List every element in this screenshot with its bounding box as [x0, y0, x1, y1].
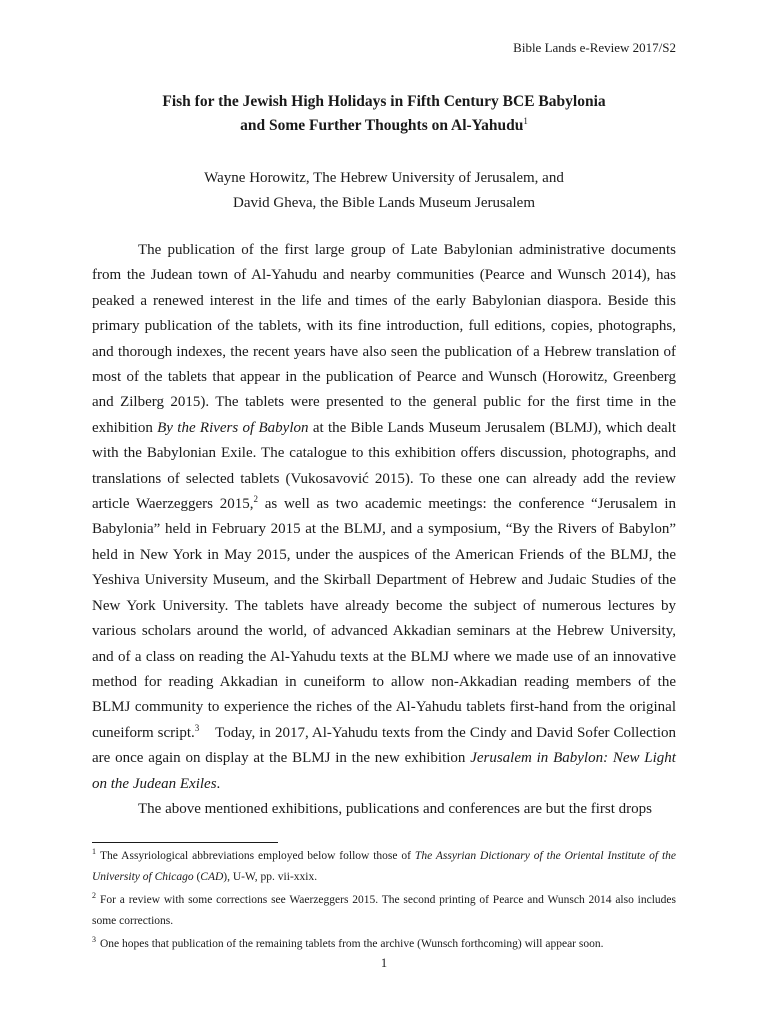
author-block	[92, 166, 676, 216]
footnote-1-text: (	[193, 871, 201, 883]
paragraph-1-segment: The publication of the first large group of Late Babylonian administrative documents from the Judean town of Al-Yahudu and nearby communities (Pearce and Wunsch 2014), has peaked a renewed interest in the life and times of the early Babylonian diaspora. Beside this primary publication of the tablets, with its fine introduction, full editions, copies, photographs, and thorough indexes, the recent years have also seen the publication of a Hebrew translation of most of the tablets that appear in the publication of Pearce and Wunsch (Horowitz, Greenberg and Zilberg 2015). The tablets were presented to the general public for the first time in the exhibition	[92, 242, 676, 436]
footnote-1-cad-title: The Assyrian Dictionary of the Oriental Institute of the University of Chicago	[92, 850, 676, 883]
exhibition-title-jerusalem: Jerusalem in Babylon: New Light on the Judean Exiles	[92, 750, 676, 792]
article-title	[92, 90, 676, 138]
paragraph-1-segment: .	[216, 775, 221, 792]
footnote-1-text: The Assyriological abbreviations employed below follow those of	[100, 850, 415, 862]
footnote-2	[92, 890, 676, 932]
paragraph-1	[92, 238, 680, 797]
footnote-3-text: One hopes that publication of the remaining tablets from the archive (Wunsch forthcoming) will appear soon.	[100, 938, 604, 950]
paragraph-1-segment: as well as two academic meetings: the conference “Jerusalem in Babylonia” held in February 2015 at the BLMJ, and a symposium, “By the Rivers of Babylon” held in New York in May 2015, under the auspices of the American Friends of the BLMJ, the Yeshiva University Museum, and the Skirball Department of Hebrew and Judaic Studies of the New York University. The tablets have already become the subject of numerous lectures by various scholars around the world, of advanced Akkadian seminars at the Hebrew University, and of a class on reading the Al-Yahudu texts at the BLMJ where we made use of an innovative method for reading Akkadian in cuneiform to allow non-Akkadian reading members of the BLMJ community to experience the riches of the Al-Yahudu tablets first-hand from the original cuneiform script.	[92, 496, 676, 741]
footnote-ref-2[interactable]: 2	[253, 494, 258, 505]
paragraph-1-segment: Today, in 2017, Al-Yahudu texts from the Cindy and David Sofer Collection are once again on display at the BLMJ in the new exhibition	[92, 724, 680, 767]
title-line-2-text: and Some Further Thoughts on Al-Yahudu	[240, 117, 524, 134]
running-head: Bible Lands e-Review 2017/S2	[513, 40, 676, 55]
footnote-3	[92, 934, 676, 955]
footnote-divider	[92, 842, 278, 843]
author-line-2: David Gheva, the Bible Lands Museum Jerusalem	[232, 195, 535, 211]
footnote-2-number: 2	[92, 891, 96, 901]
title-line-2	[92, 114, 676, 138]
title-footnote-ref[interactable]: 1	[523, 115, 528, 126]
paragraph-1-segment: at the Bible Lands Museum Jerusalem (BLMJ), which dealt with the Babylonian Exile. The catalogue to this exhibition offers discussion, photographs, and translations of selected tablets (Vukosavović 2015). To these one can already add the review article Waerzeggers 2015,	[92, 419, 676, 513]
footnote-1-cad-abbrev: CAD	[200, 871, 224, 883]
footnote-1-number: 1	[92, 847, 96, 857]
footnotes	[92, 846, 676, 957]
paragraph-2: The above mentioned exhibitions, publications and conferences are but the first drops	[138, 800, 653, 817]
author-line-1: Wayne Horowitz, The Hebrew University of Jerusalem, and	[204, 170, 564, 186]
footnote-ref-3[interactable]: 3	[194, 722, 200, 733]
exhibition-title-rivers: By the Rivers of Babylon	[157, 419, 309, 436]
footnote-3-number: 3	[92, 935, 96, 945]
footnote-2-text: For a review with some corrections see Waerzeggers 2015. The second printing of Pearce and Wunsch 2014 also includes some corrections.	[92, 894, 676, 927]
page-number: 1	[380, 956, 388, 970]
footnote-1	[92, 846, 676, 888]
body-text	[92, 238, 680, 822]
footnote-1-text: ), U-W, pp. vii-xxix.	[223, 871, 318, 883]
title-line-1: Fish for the Jewish High Holidays in Fifth Century BCE Babylonia	[162, 93, 606, 110]
